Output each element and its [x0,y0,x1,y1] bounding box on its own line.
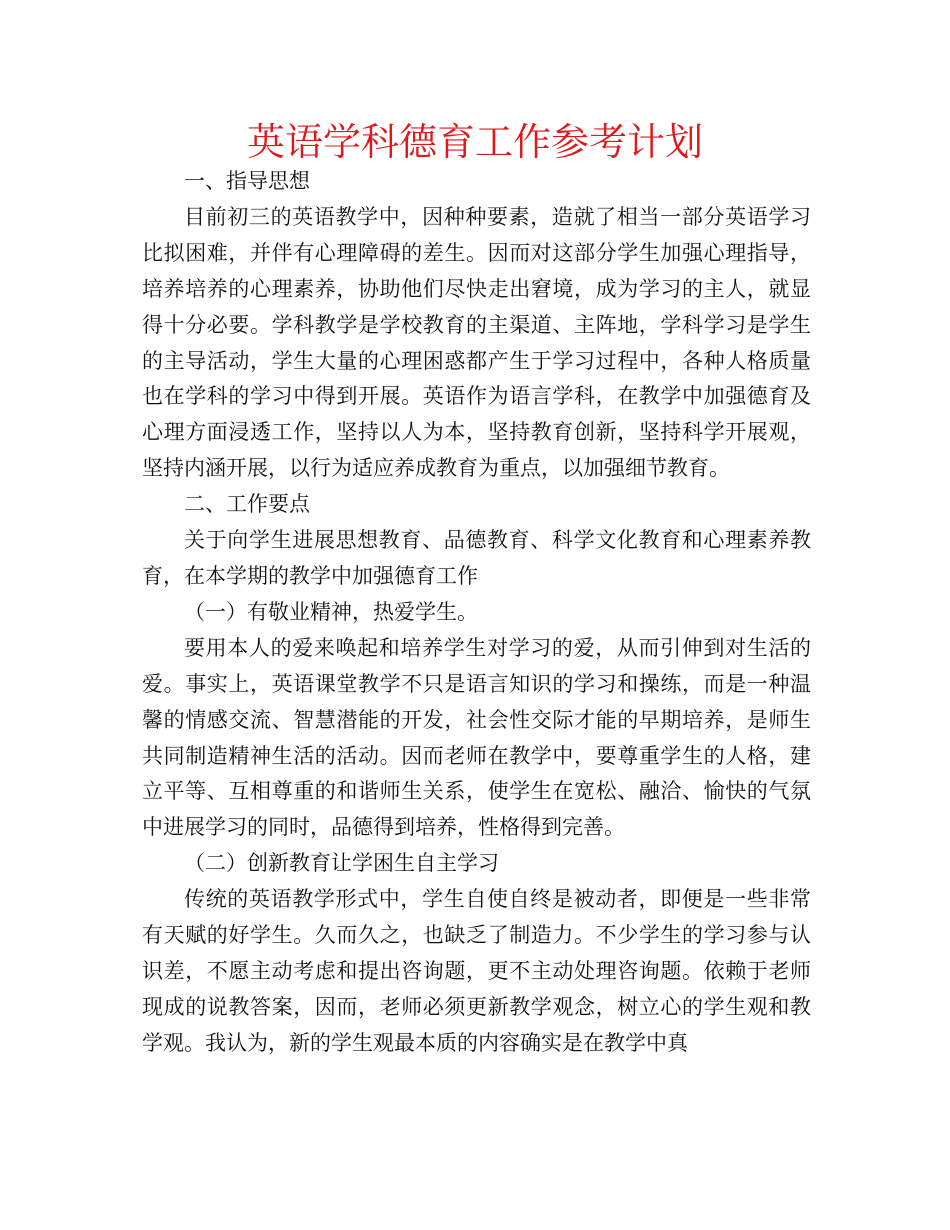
paragraph-guiding-thought: 目前初三的英语教学中，因种种要素，造就了相当一部分英语学习比拟困难，并伴有心理障碍的差生。因而对这部分学生加强心理指导，培养培养的心理素养，协助他们尽快走出窘境，成为学习的主人，就显得十分必要。学科教学是学校教育的主渠道、主阵地，学科学习是学生的主导活动，学生大量的心理困惑都产生于学习过程中，各种人格质量也在学科的学习中得到开展。英语作为语言学科，在教学中加强德育及心理方面浸透工作，坚持以人为本，坚持教育创新，坚持科学开展观，坚持内涵开展，以行为适应养成教育为重点，以加强细节教育。 [142,204,811,481]
paragraph-work-points-intro: 关于向学生进展思想教育、品德教育、科学文化教育和心理素养教育，在本学期的教学中加强德育工作 [142,528,811,588]
section-heading-work-points: 二、工作要点 [184,492,310,517]
document-body [142,164,811,1062]
paragraph-innovation: 传统的英语教学形式中，学生自使自终是被动者，即便是一些非常有天赋的好学生。久而久之，也缺乏了制造力。不少学生的学习参与认识差，不愿主动考虑和提出咨询题，更不主动处理咨询题。依赖于老师现成的说教答案，因而，老师必须更新教学观念，树立心的学生观和教学观。我认为，新的学生观最本质的内容确实是在教学中真 [142,887,811,1055]
subheading-dedication: （一）有敬业精神，热爱学生。 [184,599,478,624]
section-heading-guiding-thought: 一、指导思想 [184,169,310,193]
document-title: 英语学科德育工作参考计划 [246,120,703,164]
subheading-innovation: （二）创新教育让学困生自主学习 [184,851,499,876]
paragraph-dedication: 要用本人的爱来唤起和培养学生对学习的爱，从而引伸到对生活的爱。事实上，英语课堂教学不只是语言知识的学习和操练，而是一种温馨的情感交流、智慧潜能的开发，社会性交际才能的早期培养，是师生共同制造精神生活的活动。因而老师在教学中，要尊重学生的人格，建立平等、互相尊重的和谐师生关系，使学生在宽松、融洽、愉快的气氛中进展学习的同时，品德得到培养，性格得到完善。 [142,635,811,840]
